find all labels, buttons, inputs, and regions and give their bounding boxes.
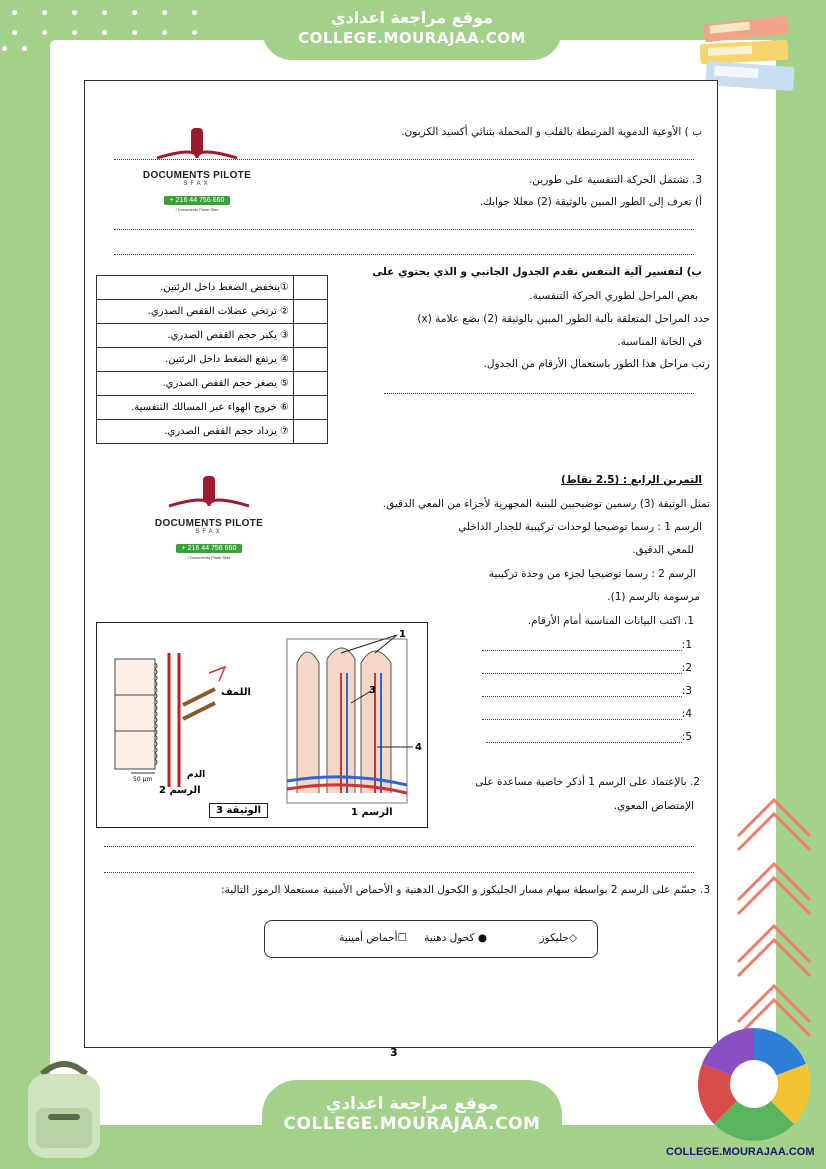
table-row: [97, 300, 328, 324]
answer-line[interactable]: [104, 846, 694, 847]
logo-city: SFAX: [183, 181, 211, 187]
answer-line-3[interactable]: [482, 696, 682, 697]
steps-table: [96, 275, 328, 444]
answer-label-2: 2:: [681, 662, 692, 674]
answer-line-1[interactable]: [482, 650, 682, 651]
site-logo-icon: [694, 1024, 816, 1144]
question-3b-line4: في الخانة المناسبة.: [617, 336, 702, 348]
item-b-text: ب ) الأوعية الدموية المرتبطة بالقلب و المحملة بثنائي أكسيد الكربون.: [401, 126, 702, 138]
step-cell: ⑤ يصغر حجم القفص الصدري.: [97, 372, 294, 396]
exercise4-q3: 3. جسّم على الرسم 2 بواسطة سهام مسار الجليكوز و الكحول الدهنية و الأحماض الأمينية مستعملا الرموز التالية:: [221, 884, 710, 896]
answer-line: [384, 393, 694, 394]
table-row: [97, 324, 328, 348]
question-3b-line2: بعض المراحل لطوري الحركة التنفسية.: [529, 290, 698, 302]
question-3b-line3: حدد المراحل المتعلقة بآلية الطور المبين بالوثيقة (2) بضع علامة (x): [417, 313, 710, 325]
step-cell: ② ترتخي عضلات القفص الصدري.: [97, 300, 294, 324]
answer-line[interactable]: [104, 872, 694, 873]
drawing-1: [287, 635, 413, 803]
logo-social: / Documents Pilote Sfax: [175, 207, 219, 212]
table-row: [97, 276, 328, 300]
question-3a: أ) تعرف إلى الطور المبين بالوثيقة (2) معللا جوابك.: [479, 196, 702, 208]
answer-label-4: 4:: [681, 708, 692, 720]
exercise4-q2-a: 2. بالإعتماد على الرسم 1 أذكر خاصية مساعدة على: [475, 776, 700, 788]
step-cell: ⑦ يزداد حجم القفص الصدري.: [97, 420, 294, 444]
logo-fist-book-icon: [159, 472, 259, 514]
footer-site-arabic: موقع مراجعة اعدادي: [325, 1094, 499, 1114]
exercise4-intro: تمثل الوثيقة (3) رسمين توضيحيين للبنية المجهرية لأجزاء من المعي الدقيق.: [382, 498, 710, 510]
table-row: [97, 420, 328, 444]
mark-box[interactable]: [294, 276, 328, 300]
answer-line: [114, 254, 694, 255]
decorative-dots: [0, 0, 210, 60]
table-row: [97, 372, 328, 396]
step-cell: ③ يكبر حجم القفص الصدري.: [97, 324, 294, 348]
header-site-arabic: موقع مراجعة اعدادي: [330, 8, 494, 27]
drawing2-label: الرسم 2: [159, 785, 201, 796]
mark-box[interactable]: [294, 396, 328, 420]
footer-site-url[interactable]: COLLEGE.MOURAJAA.COM: [283, 1114, 541, 1134]
step-cell: ⑥ خروج الهواء عبر المسالك التنفسية.: [97, 396, 294, 420]
drawing2-desc-b: مرسومة بالرسم (1).: [607, 591, 700, 603]
footer-banner: [262, 1080, 562, 1150]
number-1-label: 1: [399, 629, 406, 640]
header-site-url[interactable]: COLLEGE.MOURAJAA.COM: [298, 29, 526, 47]
page-number: 3: [390, 1046, 398, 1059]
table-row: [97, 348, 328, 372]
table-row: [97, 396, 328, 420]
exercise4-q2-b: الإمتصاص المعوي.: [613, 800, 694, 812]
header-banner: [262, 0, 562, 60]
number-4-label: 4: [415, 742, 422, 753]
mark-box[interactable]: [294, 372, 328, 396]
logo-block-top: [132, 124, 262, 212]
answer-label-1: 1:: [681, 639, 692, 651]
question-3b-line1: ب) لتفسير آلية التنفس نقدم الجدول الجانبي و الذي يحتوي على: [372, 266, 702, 278]
logo-social: / Documents Pilote Sfax: [187, 555, 231, 560]
answer-line: [114, 229, 694, 230]
logo-city: SFAX: [195, 529, 223, 535]
mark-box[interactable]: [294, 300, 328, 324]
drawing1-desc-a: الرسم 1 : رسما توضيحيا لوحدات تركيبية للجدار الداخلي: [458, 521, 702, 533]
exercise4-title: التمرين الرابع : (2.5 نقاط): [561, 474, 702, 486]
document-3-figure: [96, 622, 428, 828]
chevron-decoration-icon: [728, 790, 820, 1050]
symbols-legend-box: [264, 920, 598, 958]
logo-phone: + 216 44 756 660: [176, 544, 243, 553]
logo-phone: + 216 44 756 660: [164, 196, 231, 205]
lymph-label: اللمف: [221, 687, 251, 698]
drawing2-desc-a: الرسم 2 : رسما توضيحيا لجزء من وحدة تركيبية: [488, 568, 696, 580]
logo-title: DOCUMENTS PILOTE: [142, 170, 252, 181]
exam-sheet: [84, 80, 718, 1048]
mark-box[interactable]: [294, 348, 328, 372]
logo-block-middle: [144, 472, 274, 560]
answer-line: [114, 159, 694, 160]
answer-line-5[interactable]: [486, 742, 682, 743]
step-cell: ④ يرتفع الضغط داخل الرئتين.: [97, 348, 294, 372]
document-3-label: الوثيقة 3: [209, 803, 268, 818]
scale-label: 50 µm: [133, 776, 153, 783]
answer-label-5: 5:: [681, 731, 692, 743]
mark-box[interactable]: [294, 324, 328, 348]
question-3b-line5: رتب مراحل هذا الطور باستعمال الأرقام من الجدول.: [483, 358, 710, 370]
step-cell: ①ينخفض الضغط داخل الرئتين.: [97, 276, 294, 300]
mark-box[interactable]: [294, 420, 328, 444]
blood-label: الدم: [187, 770, 206, 780]
drawing1-desc-b: للمعي الدقيق.: [632, 544, 694, 556]
legend-amino-acids: ☐أحماض أمينية: [339, 932, 407, 944]
answer-label-3: 3:: [681, 685, 692, 697]
answer-line-4[interactable]: [482, 719, 682, 720]
drawing1-label: الرسم 1: [351, 807, 393, 818]
legend-glucose: ◇جليكوز: [539, 932, 577, 944]
intestine-drawing: [97, 623, 427, 827]
drawing-2: [115, 653, 225, 787]
legend-fatty-alcohol: ● كحول دهنية: [424, 932, 487, 944]
answer-line-2[interactable]: [482, 673, 682, 674]
number-3-label: 3: [369, 685, 376, 696]
backpack-icon: [12, 1054, 116, 1162]
corner-site-label[interactable]: COLLEGE.MOURAJAA.COM: [666, 1146, 815, 1158]
question-3: 3. تشتمل الحركة التنفسية على طورين.: [528, 174, 702, 186]
logo-title: DOCUMENTS PILOTE: [154, 518, 264, 529]
exercise4-q1: 1. اكتب البيانات المناسبة أمام الأرقام.: [527, 615, 694, 627]
